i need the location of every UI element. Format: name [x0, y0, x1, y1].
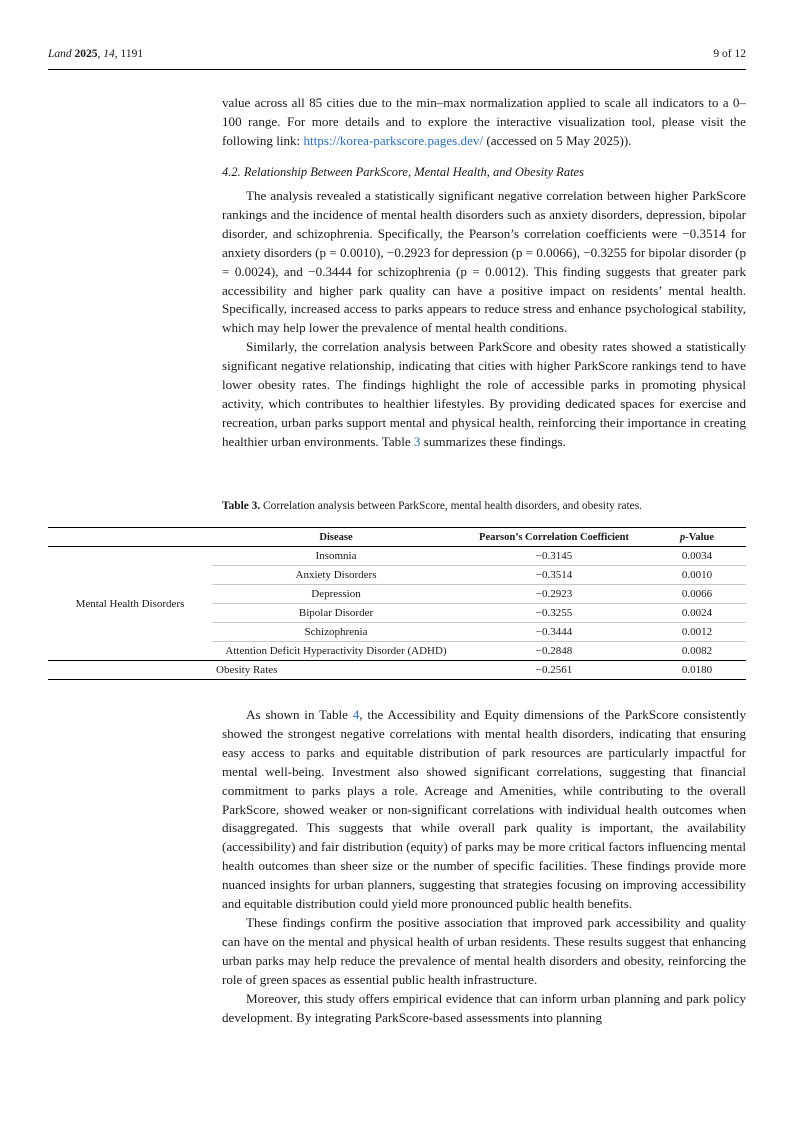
disease-cell: Obesity Rates [212, 661, 460, 680]
disease-cell: Bipolar Disorder [212, 604, 460, 623]
section-heading: 4.2. Relationship Between ParkScore, Mental Health, and Obesity Rates [222, 165, 584, 179]
coefficient-cell: −0.2561 [460, 661, 648, 680]
table-row-obesity [48, 661, 746, 680]
p-value-cell: 0.0082 [648, 642, 746, 661]
p-value-cell: 0.0012 [648, 623, 746, 642]
table-caption-text: Correlation analysis between ParkScore, mental health disorders, and obesity rates. [260, 500, 642, 512]
coefficient-cell: −0.3145 [460, 547, 648, 566]
intro-text-tail: (accessed on 5 May 2025)). [483, 132, 632, 148]
table-3-link[interactable]: 3 [413, 433, 421, 449]
group-blank [48, 661, 212, 680]
paragraph-obesity [222, 338, 746, 451]
paragraph-obesity-text: Similarly, the correlation analysis between ParkScore and obesity rates showed a statistically significant negative relationship, indicating that cities with higher ParkScore rankings tend to have lower obesity rates. The findings highlight the role of accessible parks in promoting physical activity, which contributes to healthier lifestyles. By providing dedicated spaces for exercise and recreation, urban parks support mental and physical health, reinforcing their importance in creating healthier urban environments. Table [222, 339, 746, 449]
p-value-cell: 0.0034 [648, 547, 746, 566]
header-disease: Disease [212, 528, 460, 547]
table-caption [222, 500, 642, 512]
paragraph-policy: Moreover, this study offers empirical evidence that can inform urban planning and park policy development. By integrating ParkScore-based assessments into planning [222, 990, 746, 1025]
paragraph-dimensions-text: , the Accessibility and Equity dimensions of the ParkScore consistently showed the strongest negative correlations with mental health disorders, indicating that ensuring easy access to parks and equitable distribution of park resources are particularly impactful for mental well-being. Investment also showed significant correlations, suggesting that financial commitment to parks plays a role. Acreage and Amenities, while contributing to the overall ParkScore, showed weaker or non-significant correlations with individual health outcomes when disaggregated. This suggests that while overall park quality is important, the availability (accessibility) and fair distribution (equity) of parks may be more critical factors influencing mental health outcomes than sheer size or the number of specific facilities. These findings provide more nuanced insights for urban planners, suggesting that strategies focusing on improving accessibility and equitable distribution could yield more pronounced public health benefits. [222, 707, 746, 912]
p-value-cell: 0.0010 [648, 566, 746, 585]
disease-cell: Depression [212, 585, 460, 604]
table-row [48, 547, 746, 566]
correlation-table [48, 527, 746, 680]
header-coefficient: Pearson’s Correlation Coefficient [460, 528, 648, 547]
coefficient-cell: −0.3514 [460, 566, 648, 585]
journal-citation: Land 2025, 14, 1191 [48, 48, 144, 60]
intro-paragraph [222, 94, 746, 151]
coefficient-cell: −0.3444 [460, 623, 648, 642]
p-value-cell: 0.0066 [648, 585, 746, 604]
p-value-cell: 0.0180 [648, 661, 746, 680]
paragraph-obesity-tail: summarizes these findings. [420, 433, 566, 449]
intro-text: value across all 85 cities due to the min–max normalization applied to scale all indicators to a 0–100 range. For more details and to explore the interactive visualization tool, please visit the following link: [222, 95, 746, 148]
coefficient-cell: −0.3255 [460, 604, 648, 623]
table-4-link[interactable]: 4 [352, 707, 360, 722]
paragraph-dimensions [222, 706, 746, 914]
paragraph-confirmation: These findings confirm the positive association that improved park accessibility and quality can have on the mental and physical health of urban residents. These results suggest that enhancing urban parks may help reduce the prevalence of mental health disorders and obesity, reinforcing the role of green spaces as essential public health infrastructure. [222, 914, 746, 987]
paragraph-mental-health: The analysis revealed a statistically significant negative correlation between higher ParkScore rankings and the incidence of mental health disorders such as anxiety disorders, depression, bipolar disorder, and schizophrenia. Specifically, the Pearson’s correlation coefficients were −0.3514 for anxiety disorders (p = 0.0010), −0.2923 for depression (p = 0.0066), −0.3255 for bipolar disorder (p = 0.0024), and −0.3444 for schizophrenia (p = 0.0012). This finding suggests that greater park accessibility and higher park quality can have a positive impact on residents’ mental health. Specifically, increased access to parks appears to reduce stress and enhance psychological stability, which may help lower the prevalence of mental health conditions. [222, 188, 746, 336]
table-caption-label: Table 3. [222, 500, 261, 512]
header-p-italic: p [679, 531, 686, 543]
results-paragraphs [222, 187, 746, 452]
disease-cell: Insomnia [212, 547, 460, 566]
disease-cell: Anxiety Disorders [212, 566, 460, 585]
disease-cell: Schizophrenia [212, 623, 460, 642]
parkscore-link[interactable]: https://korea-parkscore.pages.dev/ [303, 132, 484, 148]
article-number: 1191 [120, 48, 144, 60]
header-blank [48, 528, 212, 547]
journal-volume: 14 [103, 48, 115, 60]
page-number: 9 of 12 [713, 48, 746, 60]
table-header-row [48, 528, 746, 547]
coefficient-cell: −0.2848 [460, 642, 648, 661]
header-p-rest: -Value [685, 531, 715, 543]
page-header [48, 46, 746, 70]
coefficient-cell: −0.2923 [460, 585, 648, 604]
paragraph-dimensions-lead: As shown in Table [246, 707, 353, 722]
disease-cell: Attention Deficit Hyperactivity Disorder (ADHD) [212, 642, 460, 661]
group-mental-health: Mental Health Disorders [48, 547, 212, 661]
journal-name: Land [48, 48, 72, 60]
discussion-paragraphs [222, 706, 746, 1027]
journal-year: 2025 [74, 48, 98, 60]
p-value-cell: 0.0024 [648, 604, 746, 623]
header-p-value [648, 528, 746, 547]
